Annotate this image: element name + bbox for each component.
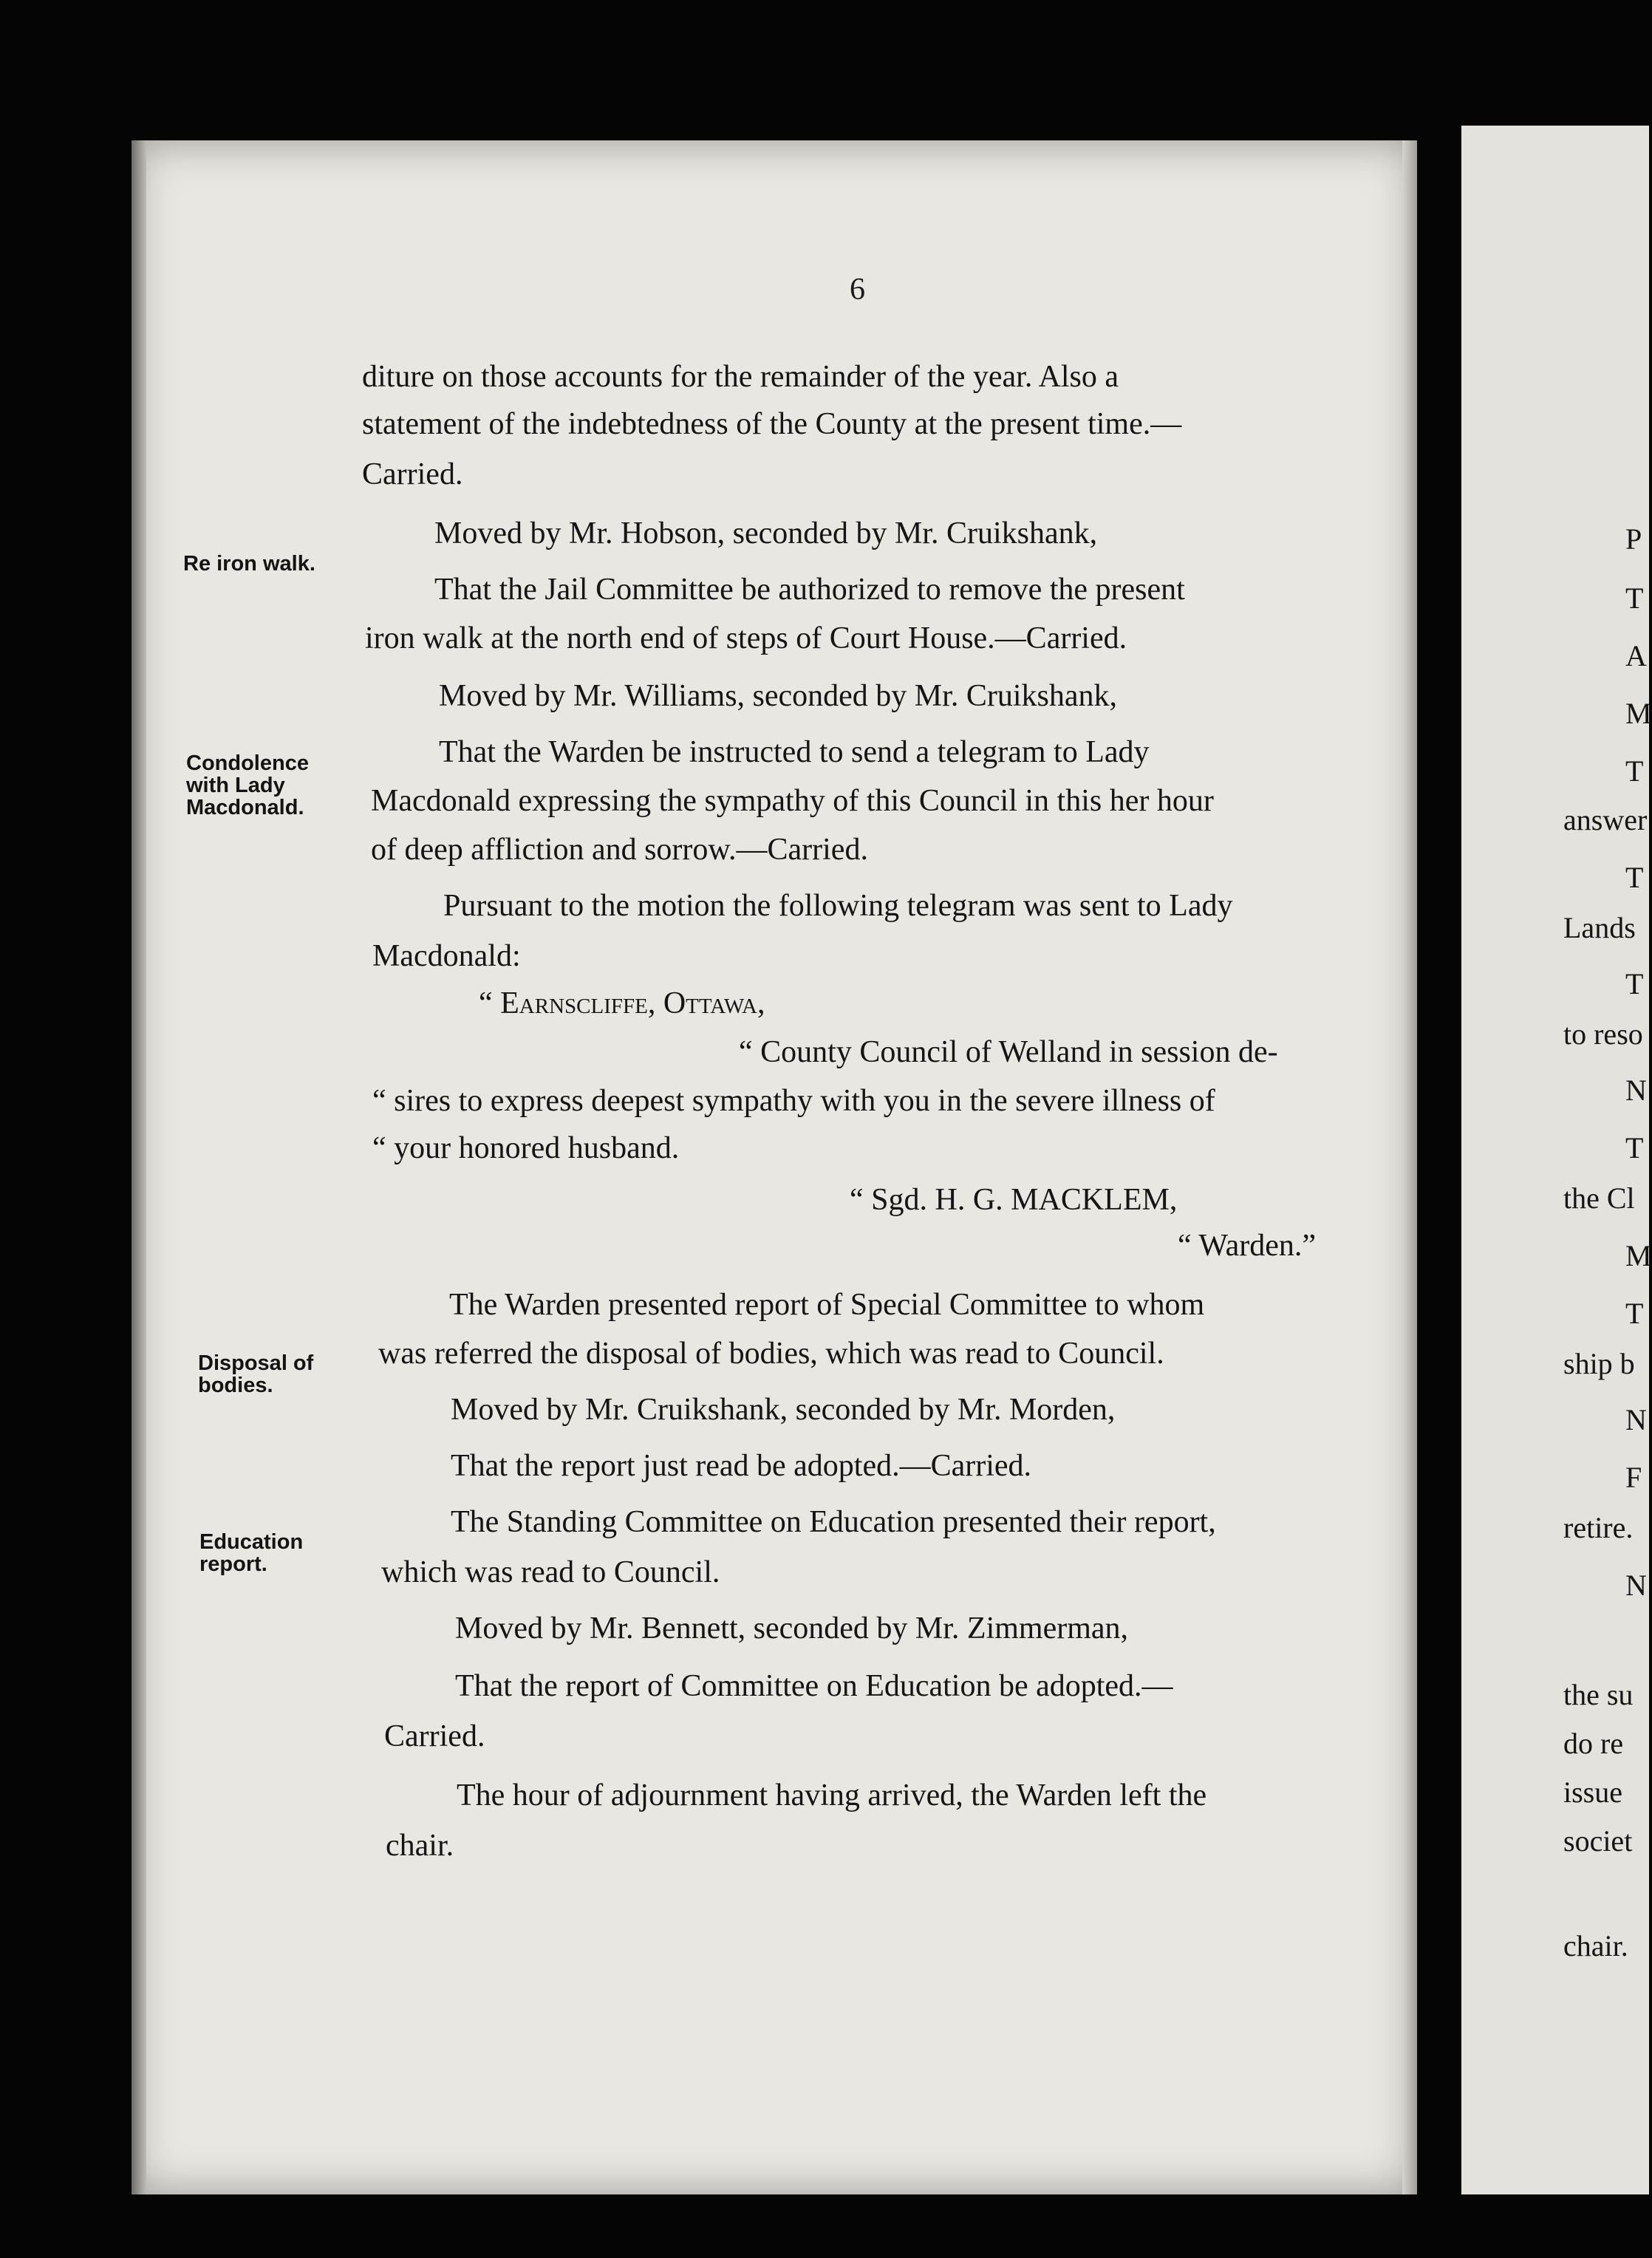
- text-line: That the Jail Committee be authorized to remove the present: [434, 573, 1185, 607]
- text-line: diture on those accounts for the remainder of the year. Also a: [362, 360, 1119, 394]
- facing-page-fragment: do re: [1563, 1727, 1624, 1760]
- page-right-edge: [1402, 140, 1417, 2194]
- text-line: chair.: [386, 1829, 454, 1863]
- text-line: The hour of adjournment having arrived, the Warden left the: [457, 1778, 1207, 1812]
- facing-page-fragment: T: [1625, 1131, 1644, 1164]
- facing-page-fragment: T: [1625, 1297, 1644, 1330]
- text-line: Moved by Mr. Hobson, seconded by Mr. Cruikshank,: [434, 516, 1098, 550]
- facing-page-fragment: N: [1625, 1569, 1647, 1602]
- telegram-signature: “ Warden.”: [1178, 1229, 1317, 1263]
- text-line: Carried.: [384, 1719, 485, 1753]
- facing-page: [1461, 126, 1649, 2194]
- text-line: Macdonald expressing the sympathy of this Council in this her hour: [371, 784, 1214, 818]
- facing-page-fragment: Lands: [1563, 911, 1636, 944]
- facing-page-fragment: to reso: [1563, 1017, 1643, 1051]
- text-line: That the report of Committee on Education be adopted.—: [455, 1669, 1173, 1703]
- text-line: was referred the disposal of bodies, which was read to Council.: [378, 1337, 1164, 1371]
- facing-page-fragment: P: [1625, 522, 1642, 556]
- telegram-address: “ Earnscliffe, Ottawa,: [479, 986, 765, 1020]
- margin-note-condolence: Condolence with Lady Macdonald.: [186, 751, 309, 819]
- facing-page-fragment: T: [1625, 581, 1644, 615]
- page-gutter-shadow: [132, 140, 146, 2194]
- facing-page-fragment: the su: [1563, 1678, 1634, 1711]
- facing-page-fragment: ship b: [1563, 1347, 1635, 1380]
- facing-page-fragment: M: [1625, 1239, 1652, 1272]
- text-line: Macdonald:: [372, 939, 521, 973]
- facing-page-fragment: T: [1625, 754, 1644, 788]
- facing-page-fragment: N: [1625, 1074, 1647, 1107]
- text-line: Carried.: [362, 457, 463, 491]
- facing-page-fragment: retire.: [1563, 1511, 1634, 1544]
- telegram-line: “ your honored husband.: [372, 1131, 680, 1165]
- facing-page-fragment: A: [1625, 639, 1647, 672]
- telegram-signature: “ Sgd. H. G. MACKLEM,: [850, 1183, 1178, 1217]
- margin-note-disposal: Disposal of bodies.: [198, 1351, 314, 1397]
- facing-page-fragment: M: [1625, 697, 1652, 730]
- facing-page-fragment: N: [1625, 1403, 1647, 1436]
- text-line: iron walk at the north end of steps of Court House.—Carried.: [365, 621, 1127, 655]
- text-line: The Standing Committee on Education presented their report,: [451, 1505, 1216, 1539]
- page-number: 6: [850, 273, 865, 307]
- facing-page-fragment: the Cl: [1563, 1181, 1635, 1215]
- margin-note-education: Education report.: [199, 1530, 304, 1576]
- text-line: statement of the indebtedness of the County at the present time.—: [362, 407, 1182, 441]
- book-page: [132, 140, 1417, 2194]
- facing-page-fragment: issue: [1563, 1776, 1622, 1809]
- facing-page-fragment: answer: [1563, 803, 1648, 836]
- text-line: Moved by Mr. Cruikshank, seconded by Mr. Morden,: [451, 1393, 1116, 1427]
- text-line: That the report just read be adopted.—Carried.: [451, 1449, 1032, 1483]
- facing-page-fragment: societ: [1563, 1824, 1633, 1858]
- facing-page-fragment: T: [1625, 861, 1644, 894]
- text-line: That the Warden be instructed to send a telegram to Lady: [439, 735, 1150, 769]
- telegram-line: “ sires to express deepest sympathy with you in the severe illness of: [372, 1084, 1215, 1118]
- margin-note-iron-walk: Re iron walk.: [183, 552, 315, 576]
- text-line: which was read to Council.: [381, 1555, 720, 1589]
- telegram-line: “ County Council of Welland in session de-: [739, 1035, 1278, 1069]
- facing-page-fragment: chair.: [1563, 1929, 1628, 1962]
- facing-page-fragment: T: [1625, 967, 1644, 1000]
- text-line: Moved by Mr. Bennett, seconded by Mr. Zimmerman,: [455, 1611, 1129, 1645]
- text-line: Moved by Mr. Williams, seconded by Mr. Cruikshank,: [439, 679, 1117, 713]
- text-line: of deep affliction and sorrow.—Carried.: [371, 833, 868, 867]
- text-line: The Warden presented report of Special Committee to whom: [449, 1288, 1205, 1322]
- facing-page-fragment: F: [1625, 1461, 1642, 1494]
- text-line: Pursuant to the motion the following telegram was sent to Lady: [443, 889, 1233, 923]
